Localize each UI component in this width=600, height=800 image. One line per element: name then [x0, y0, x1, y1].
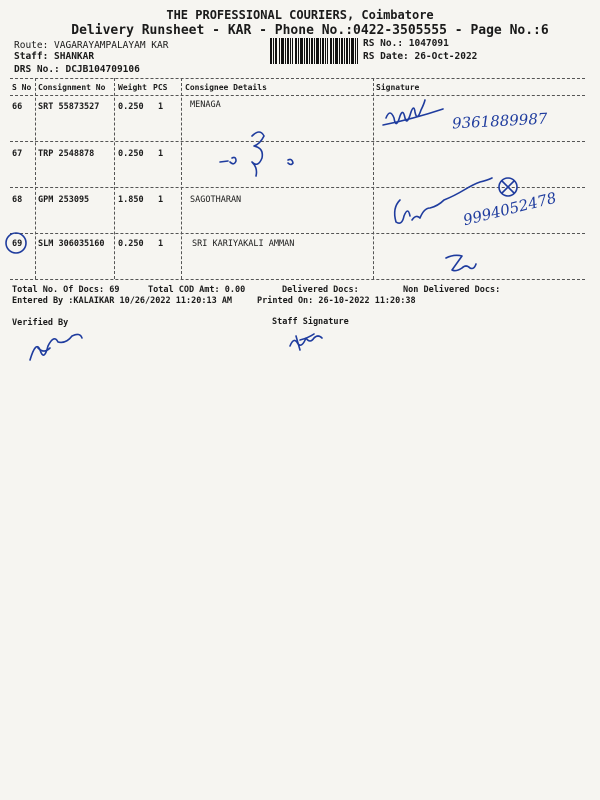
row-weight: 0.250 [118, 102, 144, 112]
signature-mark [288, 159, 293, 164]
runsheet-subtitle: Delivery Runsheet - KAR - Phone No.:0422-3505555 - Page No.:6 [71, 23, 549, 38]
row-weight: 0.250 [118, 239, 144, 249]
row-pcs: 1 [158, 149, 164, 159]
row-sno: 69 [12, 239, 23, 249]
printed-on: Printed On: 26-10-2022 11:20:38 [257, 296, 416, 306]
row-divider [10, 141, 585, 142]
verified-by-label: Verified By [12, 318, 69, 328]
signature-mark [383, 109, 443, 125]
row-pcs: 1 [158, 102, 164, 112]
signature-mark [38, 348, 50, 351]
col-header-weight: Weight [118, 83, 147, 92]
signature-mark [290, 334, 322, 350]
table-header-border [10, 95, 585, 96]
row-consignment: SLM 306035160 [38, 239, 105, 249]
route-label: Route: VAGARAYAMPALAYAM KAR [14, 40, 169, 51]
rs-number: RS No.: 1047091 [363, 38, 449, 49]
row-divider [10, 233, 585, 234]
signature-mark [252, 132, 264, 176]
entered-by: Entered By :KALAIKAR 10/26/2022 11:20:13 AM [12, 296, 233, 306]
row-sno: 67 [12, 149, 23, 159]
column-divider [373, 78, 374, 279]
row-weight: 0.250 [118, 149, 144, 159]
total-docs: Total No. Of Docs: 69 [12, 285, 120, 295]
row-consignee: MENAGA [190, 100, 221, 110]
row-sno: 68 [12, 195, 23, 205]
signature-mark [30, 334, 82, 360]
row-pcs: 1 [158, 239, 164, 249]
column-divider [181, 78, 182, 279]
row-consignee: SRI KARIYAKALI AMMAN [192, 239, 295, 249]
col-header-consignee: Consignee Details [185, 83, 267, 92]
handwritten-phone: 9361889987 [451, 109, 548, 133]
signature-mark [395, 200, 410, 223]
total-cod: Total COD Amt: 0.00 [148, 285, 246, 295]
rs-date: RS Date: 26-Oct-2022 [363, 51, 478, 62]
company-title: THE PROFESSIONAL COURIERS, Coimbatore [166, 8, 434, 22]
col-header-sno: S No [12, 83, 32, 92]
row-consignment: GPM 253095 [38, 195, 90, 205]
non-delivered-docs: Non Delivered Docs: [403, 285, 501, 295]
row-pcs: 1 [158, 195, 164, 205]
column-divider [35, 78, 36, 279]
col-header-pcs: PCS [153, 83, 168, 92]
col-header-consignment: Consignment No [38, 83, 106, 92]
row-consignment: SRT 55873527 [38, 102, 100, 112]
row-divider [10, 187, 585, 188]
drs-number: DRS No.: DCJB104709106 [14, 64, 140, 75]
table-top-border [10, 78, 585, 79]
signature-mark [220, 157, 236, 163]
row-weight: 1.850 [118, 195, 144, 205]
row-sno: 66 [12, 102, 23, 112]
handwritten-phone: 9994052478 [461, 188, 559, 230]
staff-signature-label: Staff Signature [272, 317, 349, 327]
barcode-icon [270, 38, 358, 64]
row-consignee: SAGOTHARAN [190, 195, 242, 205]
signature-mark [386, 100, 425, 124]
row-consignment: TRP 2548878 [38, 149, 95, 159]
delivered-docs: Delivered Docs: [282, 285, 359, 295]
table-bottom-border [10, 279, 585, 280]
signature-mark [446, 255, 476, 270]
col-header-signature: Signature [376, 83, 420, 92]
staff-label: Staff: SHANKAR [14, 51, 95, 62]
column-divider [114, 78, 115, 279]
